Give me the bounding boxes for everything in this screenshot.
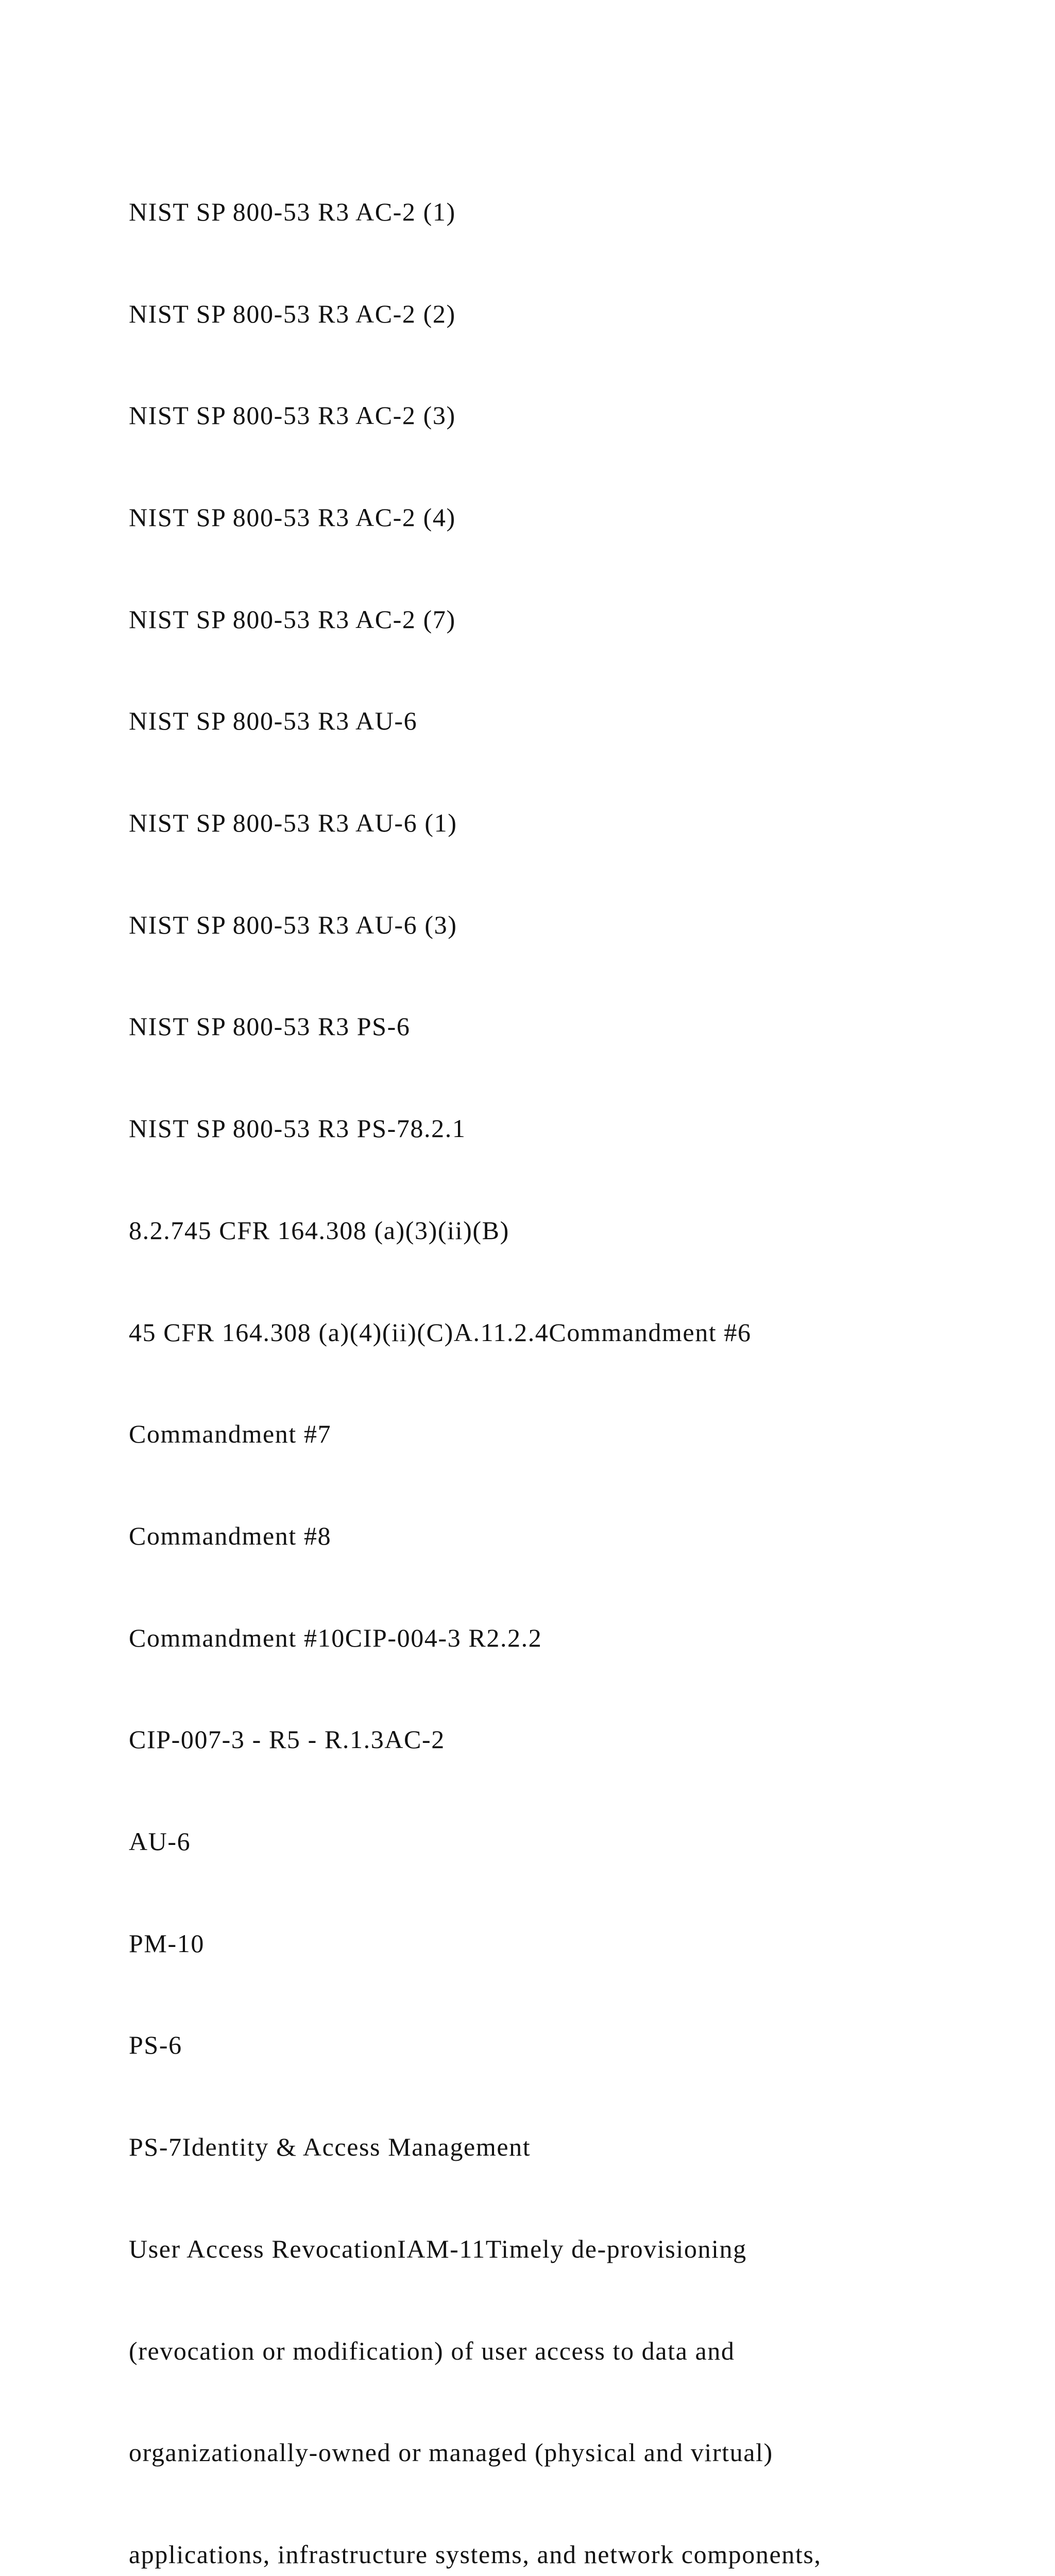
text-line: 8.2.745 CFR 164.308 (a)(3)(ii)(B) (129, 1215, 509, 1245)
document-body (129, 127, 1005, 2576)
text-line: organizationally-owned or managed (physical and virtual) (129, 2438, 773, 2467)
text-line: NIST SP 800-53 R3 AC-2 (1) (129, 197, 456, 226)
text-line: PS-6 (129, 2030, 182, 2060)
text-line: Commandment #8 (129, 1521, 332, 1550)
text-line: CIP-007-3 - R5 - R.1.3AC-2 (129, 1725, 445, 1754)
text-line: Commandment #10CIP-004-3 R2.2.2 (129, 1623, 542, 1652)
text-line: NIST SP 800-53 R3 AU-6 (129, 706, 418, 736)
text-line: applications, infrastructure systems, and network components, (129, 2539, 822, 2569)
text-line: Commandment #7 (129, 1419, 332, 1449)
text-line: PM-10 (129, 1928, 205, 1958)
text-line: NIST SP 800-53 R3 AC-2 (7) (129, 604, 456, 634)
text-line: NIST SP 800-53 R3 PS-78.2.1 (129, 1114, 466, 1143)
text-line: NIST SP 800-53 R3 AC-2 (4) (129, 502, 456, 532)
text-line: PS-7Identity & Access Management (129, 2132, 531, 2162)
text-line: NIST SP 800-53 R3 AC-2 (3) (129, 401, 456, 430)
text-line: NIST SP 800-53 R3 AU-6 (3) (129, 910, 457, 939)
text-line: NIST SP 800-53 R3 AC-2 (2) (129, 299, 456, 328)
text-line: (revocation or modification) of user access to data and (129, 2336, 735, 2365)
text-line: NIST SP 800-53 R3 PS-6 (129, 1012, 411, 1041)
text-line: 45 CFR 164.308 (a)(4)(ii)(C)A.11.2.4Commandment #6 (129, 1317, 752, 1347)
text-line: User Access RevocationIAM-11Timely de-provisioning (129, 2234, 747, 2263)
text-line: NIST SP 800-53 R3 AU-6 (1) (129, 808, 457, 838)
text-line: AU-6 (129, 1827, 191, 1856)
